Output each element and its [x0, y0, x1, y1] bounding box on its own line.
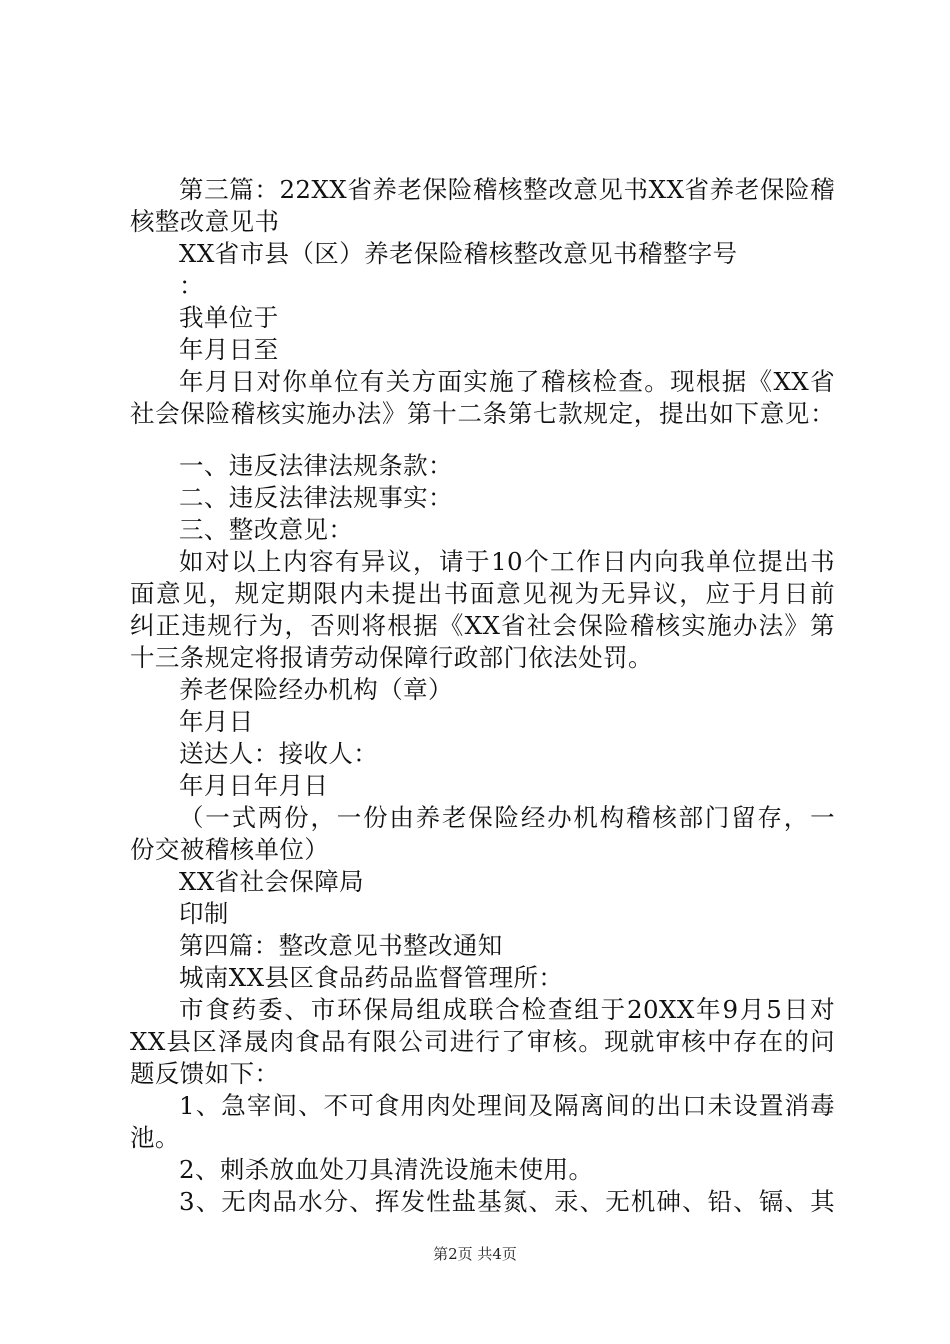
- text-line: 年月日至: [179, 335, 279, 364]
- page-number: 第2页 共4页: [433, 1245, 517, 1263]
- paragraph-line: 面意见，规定期限内未提出书面意见视为无异议，应于月日前: [130, 579, 835, 608]
- section-title-line: 第三篇：22XX省养老保险稽核整改意见书XX省养老保险稽: [179, 175, 835, 204]
- list-item: 三、整改意见：: [179, 515, 354, 544]
- seal-line: 养老保险经办机构（章）: [179, 675, 453, 704]
- list-item: 池。: [130, 1123, 180, 1152]
- recipient-line: 送达人：接收人：: [179, 739, 379, 768]
- paragraph-line: 社会保险稽核实施办法》第十二条第七款规定，提出如下意见：: [130, 399, 835, 428]
- list-item: 2、刺杀放血处刀具清洗设施未使用。: [179, 1155, 594, 1184]
- issuer-line: XX省社会保障局: [179, 867, 365, 896]
- form-title-line: XX省市县（区）养老保险稽核整改意见书稽整字号: [179, 239, 738, 268]
- list-item: 1、急宰间、不可食用肉处理间及隔离间的出口未设置消毒: [179, 1091, 835, 1120]
- section-title-line: 第四篇：整改意见书整改通知: [179, 931, 503, 960]
- paragraph-line: 纠正违规行为，否则将根据《XX省社会保险稽核实施办法》第: [130, 611, 835, 640]
- paragraph-line: 年月日对你单位有关方面实施了稽核检查。现根据《XX省: [179, 367, 835, 396]
- paragraph-line: 如对以上内容有异议，请于10个工作日内向我单位提出书: [179, 547, 835, 576]
- addressee-line: 城南XX县区食品药品监督管理所：: [179, 963, 564, 992]
- paragraph-line: XX县区泽晟肉食品有限公司进行了审核。现就审核中存在的问: [130, 1027, 835, 1056]
- note-line: （一式两份，一份由养老保险经办机构稽核部门留存，一: [179, 803, 835, 832]
- issuer-line: 印制: [179, 899, 229, 928]
- list-item: 一、违反法律法规条款：: [179, 451, 453, 480]
- text-line: 我单位于: [179, 303, 279, 332]
- date-line: 年月日年月日: [179, 771, 329, 800]
- date-line: 年月日: [179, 707, 254, 736]
- paragraph-line: 十三条规定将报请劳动保障行政部门依法处罚。: [130, 643, 653, 672]
- note-line: 份交被稽核单位）: [130, 835, 330, 864]
- section-title-line: 核整改意见书: [130, 207, 280, 236]
- list-item: 3、无肉品水分、挥发性盐基氮、汞、无机砷、铅、镉、其: [179, 1187, 835, 1216]
- list-item: 二、违反法律法规事实：: [179, 483, 453, 512]
- text-line: ：: [179, 271, 204, 300]
- document-body: [130, 174, 835, 1218]
- paragraph-line: 市食药委、市环保局组成联合检查组于20XX年9月5日对: [179, 995, 835, 1024]
- paragraph-line: 题反馈如下：: [130, 1059, 280, 1088]
